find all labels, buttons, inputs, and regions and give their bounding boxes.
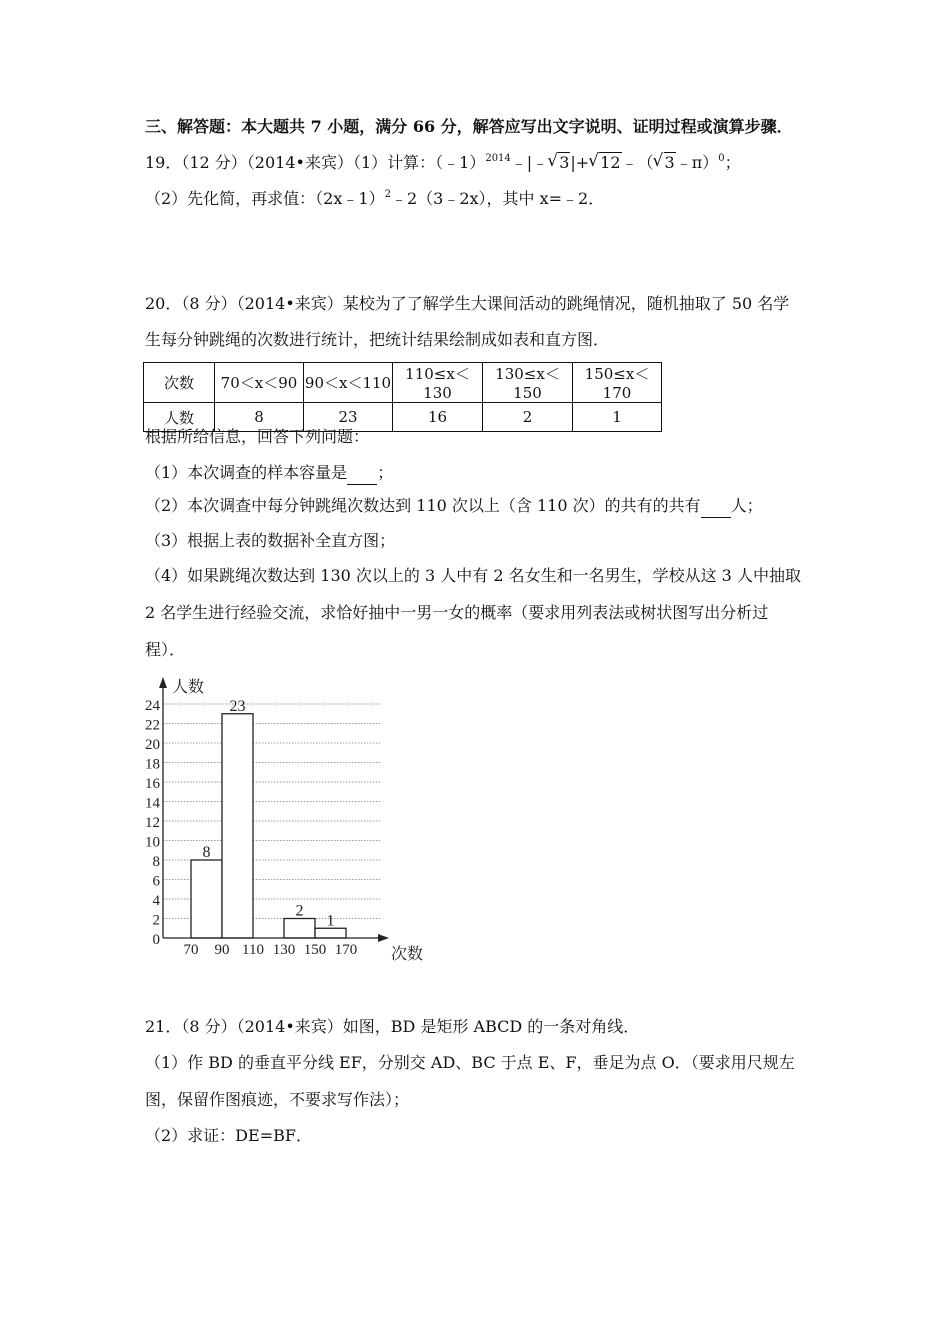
y-tick-label: 14 [145,795,160,812]
q19-exp1: 2014 [485,153,511,164]
y-tick-label: 10 [145,834,160,851]
bar-data-label: 23 [229,697,246,715]
q19-mid2: |+ [570,153,590,172]
y-tick-label: 16 [145,776,160,792]
bar-layer [191,714,346,938]
q19-mid3: ﹣（ [621,153,654,172]
table-cell: 130≤x＜150 [483,363,573,403]
q20-line2: 生每分钟跳绳的次数进行统计，把统计结果绘制成如表和直方图． [145,330,610,349]
histogram-bar [315,928,346,938]
q20-line1: 20．（8 分）（2014•来宾）某校为了了解学生大课间活动的跳绳情况，随机抽取了 50 名学 [145,294,790,313]
x-tick-label: 110 [242,942,264,958]
y-tick-label: 24 [145,698,160,714]
y-tick-label: 2 [152,912,160,929]
table-cell: 110≤x＜130 [393,363,483,403]
table-cell: 次数 [144,363,215,403]
q19-part2-exp: 2 [384,189,391,200]
y-tick-label: 0 [152,932,160,948]
table-cell: 23 [304,403,393,432]
table-cell: 8 [215,403,304,432]
bar-data-label: 2 [295,902,304,920]
histogram-bar [222,714,253,938]
y-axis-title: 人数 [172,679,205,696]
x-tick-label: 70 [183,942,199,958]
section-header: 三、解答题：本大题共 7 小题，满分 66 分，解答应写出文字说明、证明过程或演算步骤． [145,117,793,136]
x-tick-label: 170 [334,942,358,958]
table-cell: 1 [573,403,662,432]
y-tick-label: 12 [145,815,160,831]
q21-line2: （1）作 BD 的垂直平分线 EF，分别交 AD、BC 于点 E、F，垂足为点 O．（要求用尺规左 [145,1053,795,1072]
x-tick-label: 150 [303,942,327,958]
q19-exp2: 0 [718,153,725,164]
q20-part3: （3）根据上表的数据补全直方图； [145,531,396,550]
q19-mid1: ﹣|﹣ [510,153,549,172]
q20-part4-line1: （4）如果跳绳次数达到 130 次以上的 3 人中有 2 名女生和一名男生，学校从这 3 人中抽取 [145,566,801,585]
x-axis-arrow [378,934,389,942]
y-axis-arrow [159,677,167,688]
bar-data-label: 8 [202,844,211,861]
sqrt-3-b: √ 3 [654,152,676,174]
q21-line1: 21．（8 分）（2014•来宾）如图，BD 是矩形 ABCD 的一条对角线． [145,1017,640,1036]
table-cell: 70＜x＜90 [215,363,304,403]
q20-part4-line3: 程）． [145,640,186,659]
q20-intro: 根据所给信息，回答下列问题： [145,427,370,446]
q20-part4-line2: 2 名学生进行经验交流，求恰好抽中一男一女的概率（要求用列表法或树状图写出分析过 [145,603,769,622]
q19-end: ； [724,153,741,172]
y-tick-label: 18 [145,756,160,773]
y-tick-label: 20 [145,737,160,753]
x-axis-title: 次数 [391,946,424,963]
table-cell: 2 [483,403,573,432]
x-tick-label: 90 [214,942,230,958]
bar-data-label: 1 [326,912,335,930]
table-cell: 90＜x＜110 [304,363,393,403]
table-cell: 150≤x＜170 [573,363,662,403]
q19-head: 19．（12 分）（2014•来宾）（1）计算：（﹣1） [145,153,486,172]
sqrt-12: √ 12 [589,152,621,174]
sqrt-3-a: √ 3 [548,152,570,174]
x-tick-label: 130 [272,942,296,958]
q20-part2: （2）本次调查中每分钟跳绳次数达到 110 次以上（含 110 次）的共有的共有 人； [145,495,763,518]
table-cell: 16 [393,403,483,432]
q20-part1: （1）本次调查的样本容量是 ； [145,462,393,485]
table-cell: 人数 [144,403,215,432]
histogram-bar [284,919,315,939]
q19-part2: （2）先化简，再求值：（2x﹣1）$^2$﹣2（3﹣2x），其中 x=﹣2． [145,189,605,208]
y-tick-label: 22 [145,717,160,734]
q19-mid4: ﹣π） [675,153,719,172]
q21-line3: 图，保留作图痕迹，不要求写作法）； [145,1090,410,1109]
y-tick-label: 4 [152,893,160,909]
q21-line4: （2）求证：DE=BF． [145,1126,312,1145]
y-tick-label: 8 [152,854,160,870]
y-tick-label: 6 [152,873,160,890]
histogram-bar [191,860,222,938]
